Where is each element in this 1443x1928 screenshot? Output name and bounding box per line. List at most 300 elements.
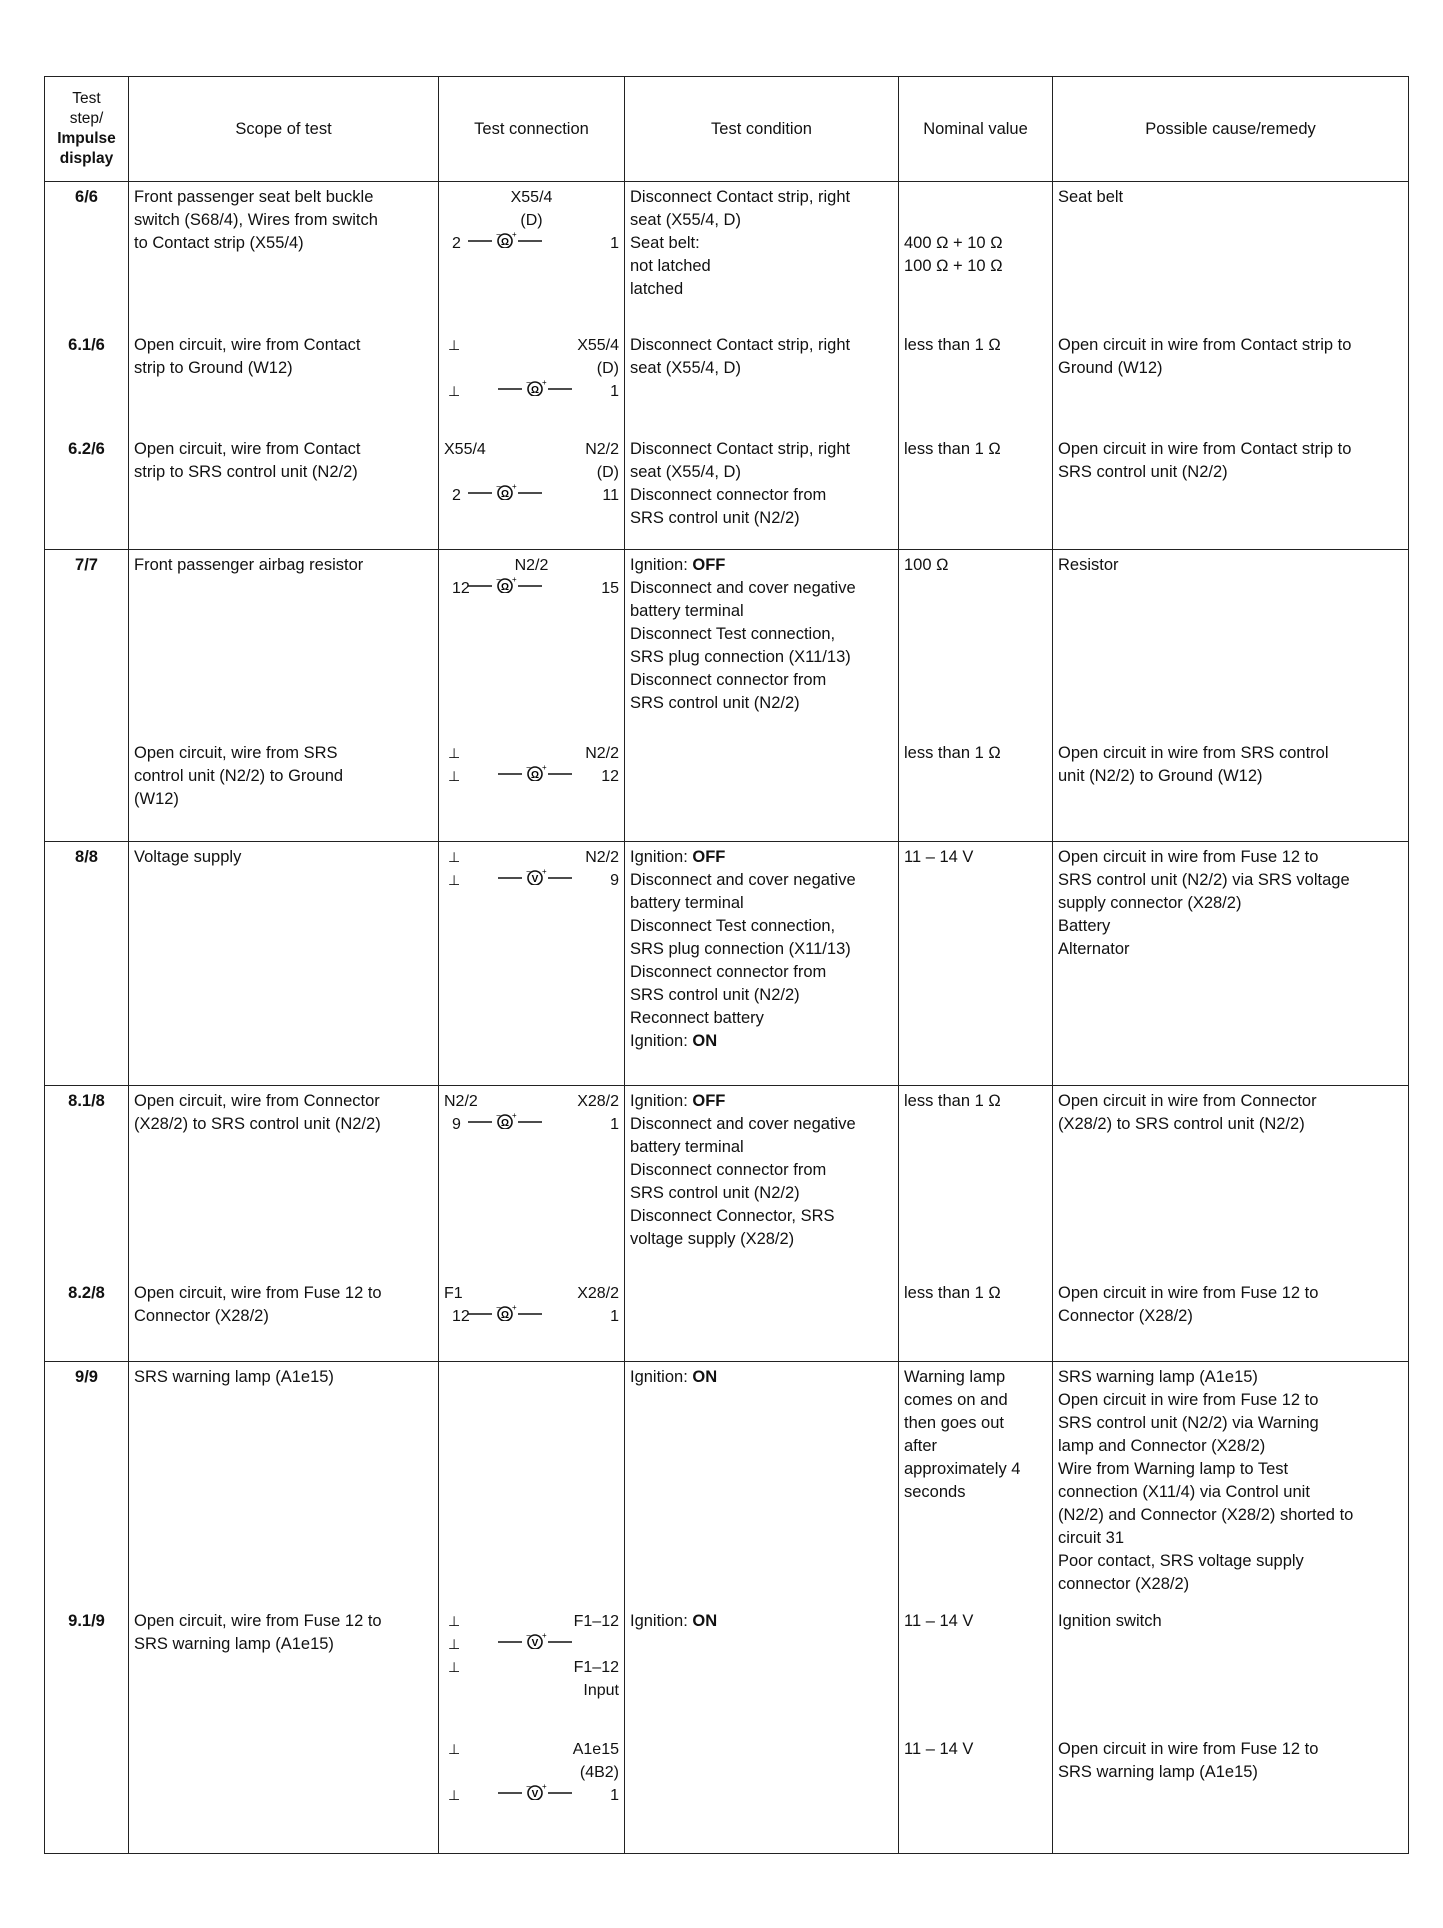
scope-line: Open circuit, wire from Fuse 12 to (134, 1283, 382, 1302)
connector-label: N2/2 (514, 557, 549, 574)
condition-line: Disconnect and cover negative (630, 579, 856, 597)
ignition-line (630, 554, 893, 577)
pin-right: 12 (601, 767, 619, 785)
remedy-cell (1053, 842, 1409, 1086)
meter-wrap (466, 484, 544, 507)
svg-text:+: + (542, 1783, 547, 1791)
connection-top-line (444, 1610, 619, 1633)
pin-right: 1 (610, 1786, 619, 1804)
connection-top-line (444, 438, 619, 461)
meter-wrap (496, 1633, 574, 1656)
ohmmeter-icon (498, 765, 572, 788)
connection-cell (439, 1606, 625, 1734)
scope-line: Open circuit, wire from Connector (134, 1092, 380, 1110)
remedy-line: Poor contact, SRS voltage supply (1058, 1552, 1304, 1570)
condition-cell (625, 330, 899, 434)
svg-text:−: − (496, 1304, 501, 1312)
voltmeter-icon (498, 1784, 572, 1807)
nominal-cell (899, 1086, 1053, 1278)
remedy-line: connection (X11/4) via Control unit (1058, 1483, 1310, 1501)
condition-line: Disconnect connector from (630, 485, 827, 504)
table-row (45, 1278, 1409, 1362)
ignition-line (630, 1090, 893, 1113)
connection-meter-line (444, 232, 619, 255)
remedy-line: Open circuit in wire from Fuse 12 to (1058, 848, 1319, 866)
condition-line: not latched (630, 257, 711, 275)
step-cell (45, 1606, 129, 1734)
header-nominal: Nominal value (899, 77, 1053, 182)
header-display-line: display (59, 150, 114, 167)
condition-line: Disconnect Contact strip, right (630, 335, 851, 354)
ignition-line (630, 846, 893, 869)
step-cell (45, 182, 129, 330)
condition-line: Disconnect connector from (630, 671, 827, 689)
header-condition: Test condition (625, 77, 899, 182)
connection-meter-line (444, 1633, 619, 1656)
remedy-line: Ignition switch (1058, 1611, 1162, 1630)
meter-wrap (496, 1784, 574, 1807)
svg-text:−: − (496, 1113, 501, 1120)
meter-wrap (496, 869, 574, 892)
ignition-label: Ignition: (630, 848, 688, 866)
ignition-state: ON (692, 1032, 718, 1050)
ground-icon: ⊥ (448, 382, 461, 399)
ohmmeter-icon (468, 484, 542, 507)
scope-line: Front passenger airbag resistor (134, 556, 364, 574)
ignition-state: ON (692, 1368, 718, 1386)
ignition-line (630, 1366, 893, 1389)
scope-cell (129, 1086, 439, 1278)
condition-line: SRS control unit (N2/2) (630, 694, 800, 712)
remedy-cell (1053, 1362, 1409, 1606)
test-step-group (45, 1362, 1409, 1854)
test-step-group (45, 550, 1409, 842)
connection-meter-line (444, 869, 619, 892)
scope-line: switch (S68/4), Wires from switch (134, 211, 378, 229)
remedy-line: supply connector (X28/2) (1058, 894, 1242, 912)
scope-line: Open circuit, wire from Fuse 12 to (134, 1611, 382, 1630)
remedy-line: SRS control unit (N2/2) via Warning (1058, 1414, 1319, 1432)
connection-top-line (444, 334, 619, 357)
connection-meter-line (444, 1113, 619, 1136)
condition-line: SRS plug connection (X11/13) (630, 940, 851, 958)
nominal-line: less than 1 Ω (904, 743, 1001, 762)
condition-line: SRS plug connection (X11/13) (630, 648, 851, 666)
condition-cell (625, 842, 899, 1086)
connection-cell (439, 1278, 625, 1362)
step-cell (45, 1734, 129, 1854)
ignition-label: Ignition: (630, 1611, 688, 1630)
svg-text:−: − (526, 1632, 531, 1640)
condition-line: SRS control unit (N2/2) (630, 986, 800, 1004)
remedy-cell (1053, 550, 1409, 738)
test-step-group (45, 182, 1409, 550)
connection-sub-line (444, 461, 619, 484)
condition-line: latched (630, 280, 684, 298)
connector-label: X55/4 (510, 189, 553, 206)
nominal-line: seconds (904, 1483, 966, 1501)
pin-right: 9 (610, 872, 619, 889)
scope-cell (129, 550, 439, 738)
step-cell (45, 1086, 129, 1278)
meter-wrap (466, 232, 544, 255)
svg-text:−: − (526, 1783, 531, 1791)
table-row (45, 550, 1409, 738)
svg-text:+: + (512, 577, 517, 584)
nominal-cell (899, 842, 1053, 1086)
header-row (45, 77, 1409, 182)
condition-line: Disconnect Contact strip, right (630, 188, 851, 206)
svg-text:V: V (531, 874, 539, 885)
nominal-cell (899, 1606, 1053, 1734)
step-number: 6.1/6 (68, 335, 105, 354)
scope-cell (129, 1734, 439, 1854)
pin-right: 1 (610, 1116, 619, 1133)
connection-meter-line (444, 1305, 619, 1328)
ignition-state: OFF (692, 1092, 726, 1110)
scope-line: Connector (X28/2) (134, 1306, 269, 1325)
remedy-line: SRS warning lamp (A1e15) (1058, 1762, 1258, 1781)
step-cell (45, 842, 129, 1086)
ground-icon: ⊥ (448, 336, 461, 353)
ohmmeter-icon (468, 577, 542, 600)
remedy-line: Seat belt (1058, 188, 1124, 206)
remedy-line: connector (X28/2) (1058, 1575, 1190, 1593)
nominal-line: less than 1 Ω (904, 1092, 1001, 1110)
remedy-cell (1053, 1734, 1409, 1854)
scope-cell (129, 1362, 439, 1606)
scope-line: strip to SRS control unit (N2/2) (134, 462, 358, 481)
scope-line: (X28/2) to SRS control unit (N2/2) (134, 1115, 381, 1133)
step-cell (45, 434, 129, 550)
step-number: 8.2/8 (68, 1283, 105, 1302)
scope-line: control unit (N2/2) to Ground (134, 766, 344, 785)
connection-top-line (444, 554, 619, 577)
meter-wrap (496, 380, 574, 403)
connection-cell (439, 550, 625, 738)
remedy-line: Ground (W12) (1058, 358, 1163, 377)
scope-cell (129, 1606, 439, 1734)
remedy-line: Open circuit in wire from Contact strip to (1058, 335, 1352, 354)
nominal-line: 11 – 14 V (904, 1739, 974, 1758)
connection-top-line (444, 1090, 619, 1113)
condition-line: battery terminal (630, 894, 744, 912)
connection-top-line (444, 846, 619, 869)
connection-cell (439, 1362, 625, 1606)
condition-line: Disconnect connector from (630, 963, 827, 981)
nominal-cell (899, 434, 1053, 550)
remedy-line: Open circuit in wire from Contact strip to (1058, 439, 1352, 458)
remedy-cell (1053, 738, 1409, 842)
connection-sub-line (444, 209, 619, 232)
scope-line: to Contact strip (X55/4) (134, 234, 304, 252)
svg-text:Ω: Ω (500, 488, 510, 500)
svg-text:−: − (526, 869, 531, 876)
step-cell (45, 1362, 129, 1606)
header-remedy: Possible cause/remedy (1053, 77, 1409, 182)
remedy-line: (N2/2) and Connector (X28/2) shorted to (1058, 1506, 1354, 1524)
step-number: 9.1/9 (68, 1611, 105, 1630)
scope-line: SRS warning lamp (A1e15) (134, 1634, 334, 1653)
nominal-line: less than 1 Ω (904, 439, 1001, 458)
ohmmeter-icon (468, 232, 542, 255)
step-number: 6/6 (75, 188, 98, 206)
svg-text:+: + (542, 1632, 547, 1640)
connector-sub-label: (D) (596, 463, 619, 481)
connection-meter-line (444, 484, 619, 507)
svg-text:+: + (512, 1113, 517, 1120)
connection-meter-line (444, 1784, 619, 1807)
pin-left: 2 (452, 486, 461, 504)
nominal-cell (899, 550, 1053, 738)
nominal-cell (899, 1362, 1053, 1606)
condition-line: seat (X55/4, D) (630, 462, 741, 481)
scope-line: Open circuit, wire from Contact (134, 335, 361, 354)
svg-text:−: − (496, 577, 501, 584)
condition-cell (625, 1278, 899, 1362)
step-cell (45, 550, 129, 738)
pin-right: 15 (601, 580, 619, 597)
connection-meter-line (444, 380, 619, 403)
condition-cell (625, 434, 899, 550)
connection-cell (439, 434, 625, 550)
pin-left: 12 (452, 1307, 470, 1325)
remedy-line: SRS control unit (N2/2) via SRS voltage (1058, 871, 1350, 889)
remedy-line: (X28/2) to SRS control unit (N2/2) (1058, 1115, 1305, 1133)
header-impulse-line: Impulse (57, 130, 116, 147)
step-number: 6.2/6 (68, 439, 105, 458)
svg-text:Ω: Ω (530, 384, 540, 396)
svg-text:+: + (542, 764, 547, 772)
condition-line: seat (X55/4, D) (630, 211, 741, 229)
svg-text:Ω: Ω (500, 1309, 510, 1321)
table-row (45, 1606, 1409, 1734)
remedy-cell (1053, 1086, 1409, 1278)
svg-text:+: + (542, 869, 547, 876)
connector-label: X55/4 (577, 336, 619, 354)
condition-line: Disconnect Test connection, (630, 625, 836, 643)
connection-sub-line (444, 357, 619, 380)
pin-right: 1 (610, 1307, 619, 1325)
nominal-line: 11 – 14 V (904, 848, 974, 866)
pin-left: 9 (452, 1116, 461, 1133)
connector-label: N2/2 (585, 744, 619, 762)
connection-cell (439, 182, 625, 330)
pin-right: 11 (602, 486, 619, 504)
scope-cell (129, 1278, 439, 1362)
voltmeter-icon (498, 869, 572, 892)
nominal-cell (899, 1734, 1053, 1854)
nominal-line: 400 Ω + 10 Ω (904, 234, 1003, 252)
connection-cell (439, 738, 625, 842)
nominal-line: less than 1 Ω (904, 1283, 1001, 1302)
condition-line: battery terminal (630, 602, 744, 620)
ignition-label: Ignition: (630, 1032, 688, 1050)
nominal-line: after (904, 1437, 938, 1455)
remedy-line: lamp and Connector (X28/2) (1058, 1437, 1266, 1455)
connection-sub-line (444, 1761, 619, 1784)
scope-cell (129, 434, 439, 550)
nominal-line: 11 – 14 V (904, 1611, 974, 1630)
remedy-cell (1053, 1606, 1409, 1734)
svg-text:Ω: Ω (500, 1118, 510, 1129)
connection-top-line (444, 742, 619, 765)
connector-label: N2/2 (585, 849, 619, 866)
ignition-line (630, 1030, 893, 1053)
condition-line: Disconnect Test connection, (630, 917, 836, 935)
meter-wrap (496, 765, 574, 788)
remedy-line: Open circuit in wire from Fuse 12 to (1058, 1739, 1319, 1758)
table-row (45, 330, 1409, 434)
condition-cell (625, 1362, 899, 1606)
table-row (45, 1086, 1409, 1278)
remedy-line: Open circuit in wire from Fuse 12 to (1058, 1283, 1319, 1302)
ground-icon: ⊥ (448, 872, 461, 888)
condition-line: Disconnect and cover negative (630, 1115, 856, 1133)
ground-icon: ⊥ (448, 1740, 461, 1757)
nominal-line: approximately 4 (904, 1460, 1021, 1478)
scope-cell (129, 330, 439, 434)
condition-line: Seat belt: (630, 234, 700, 252)
condition-cell (625, 1734, 899, 1854)
svg-text:−: − (496, 483, 501, 491)
svg-text:V: V (531, 1788, 539, 1800)
nominal-cell (899, 182, 1053, 330)
connection-top-line (444, 1738, 619, 1761)
remedy-line: Open circuit in wire from SRS control (1058, 743, 1329, 762)
condition-line: Disconnect Contact strip, right (630, 439, 851, 458)
nominal-line: 100 Ω + 10 Ω (904, 257, 1003, 275)
scope-line: SRS warning lamp (A1e15) (134, 1368, 334, 1386)
connector-input-label: Input (583, 1681, 619, 1699)
scope-line: Front passenger seat belt buckle (134, 188, 374, 206)
test-step-group (45, 842, 1409, 1086)
svg-text:Ω: Ω (500, 237, 510, 248)
condition-line: battery terminal (630, 1138, 744, 1156)
pin-right: 1 (610, 382, 619, 400)
nominal-cell (899, 738, 1053, 842)
pin-left: 12 (452, 580, 470, 597)
connector-label: F1–12 (573, 1658, 619, 1676)
remedy-line: Open circuit in wire from Connector (1058, 1092, 1317, 1110)
connector-left-label: X55/4 (444, 440, 486, 458)
table-row (45, 434, 1409, 550)
remedy-line: Wire from Warning lamp to Test (1058, 1460, 1289, 1478)
remedy-line: Battery (1058, 917, 1111, 935)
connection-bottom2-line (444, 1679, 619, 1702)
condition-line: SRS control unit (N2/2) (630, 1184, 800, 1202)
connector-sub-label: (4B2) (579, 1763, 619, 1781)
remedy-cell (1053, 434, 1409, 550)
meter-wrap (466, 577, 544, 600)
svg-text:−: − (496, 232, 501, 239)
ignition-state: ON (692, 1611, 718, 1630)
ground-icon: ⊥ (448, 744, 461, 761)
condition-cell (625, 738, 899, 842)
connector-left-label: F1 (444, 1284, 463, 1302)
ignition-label: Ignition: (630, 556, 688, 574)
step-number: 8.1/8 (68, 1092, 105, 1110)
condition-line: Disconnect and cover negative (630, 871, 856, 889)
condition-cell (625, 1606, 899, 1734)
ignition-label: Ignition: (630, 1092, 688, 1110)
diagnostic-test-table (44, 76, 1409, 1854)
remedy-line: SRS warning lamp (A1e15) (1058, 1368, 1258, 1386)
ground-icon: ⊥ (448, 1658, 461, 1675)
scope-line: (W12) (134, 789, 179, 808)
connector-sub-label: (D) (520, 212, 543, 229)
svg-text:Ω: Ω (530, 769, 540, 781)
nominal-line: Warning lamp (904, 1368, 1006, 1386)
svg-text:V: V (531, 1637, 539, 1649)
header-step-line: step/ (69, 110, 104, 127)
voltmeter-icon (498, 1633, 572, 1656)
nominal-cell (899, 1278, 1053, 1362)
ground-icon: ⊥ (448, 1786, 461, 1803)
pin-right: 1 (610, 235, 619, 252)
connection-cell (439, 842, 625, 1086)
condition-line: seat (X55/4, D) (630, 358, 741, 377)
remedy-cell (1053, 1278, 1409, 1362)
pin-left: 2 (452, 235, 461, 252)
connection-cell (439, 330, 625, 434)
scope-cell (129, 182, 439, 330)
ground-icon: ⊥ (448, 1612, 461, 1629)
meter-wrap (466, 1305, 544, 1328)
table-row (45, 1362, 1409, 1606)
meter-wrap (466, 1113, 544, 1136)
nominal-line: then goes out (904, 1414, 1004, 1432)
connector-left-label: N2/2 (444, 1093, 478, 1110)
header-connection: Test connection (439, 77, 625, 182)
connector-label: N2/2 (585, 440, 619, 458)
connection-top-line (444, 186, 619, 209)
spacer (904, 186, 1047, 232)
scope-line: Open circuit, wire from SRS (134, 743, 338, 762)
table-row (45, 182, 1409, 330)
ignition-state: OFF (692, 848, 726, 866)
nominal-line: less than 1 Ω (904, 335, 1001, 354)
connection-meter-line (444, 765, 619, 788)
table-row (45, 738, 1409, 842)
remedy-line: unit (N2/2) to Ground (W12) (1058, 766, 1263, 785)
nominal-line: 100 Ω (904, 556, 949, 574)
scope-line: Open circuit, wire from Contact (134, 439, 361, 458)
svg-text:+: + (512, 483, 517, 491)
step-cell (45, 738, 129, 842)
svg-text:+: + (542, 379, 547, 387)
nominal-line: comes on and (904, 1391, 1008, 1409)
header-test-line: Test (72, 90, 101, 107)
ignition-state: OFF (692, 556, 726, 574)
condition-cell (625, 182, 899, 330)
step-cell (45, 330, 129, 434)
step-cell (45, 1278, 129, 1362)
scope-line: Voltage supply (134, 848, 242, 866)
scope-cell (129, 842, 439, 1086)
svg-text:+: + (512, 232, 517, 239)
condition-cell (625, 550, 899, 738)
svg-text:+: + (512, 1304, 517, 1312)
ohmmeter-icon (468, 1113, 542, 1136)
table-row (45, 1734, 1409, 1854)
header-scope: Scope of test (129, 77, 439, 182)
condition-cell (625, 1086, 899, 1278)
remedy-cell (1053, 182, 1409, 330)
remedy-line: circuit 31 (1058, 1529, 1125, 1547)
ignition-label: Ignition: (630, 1368, 688, 1386)
header-test-step (45, 77, 129, 182)
